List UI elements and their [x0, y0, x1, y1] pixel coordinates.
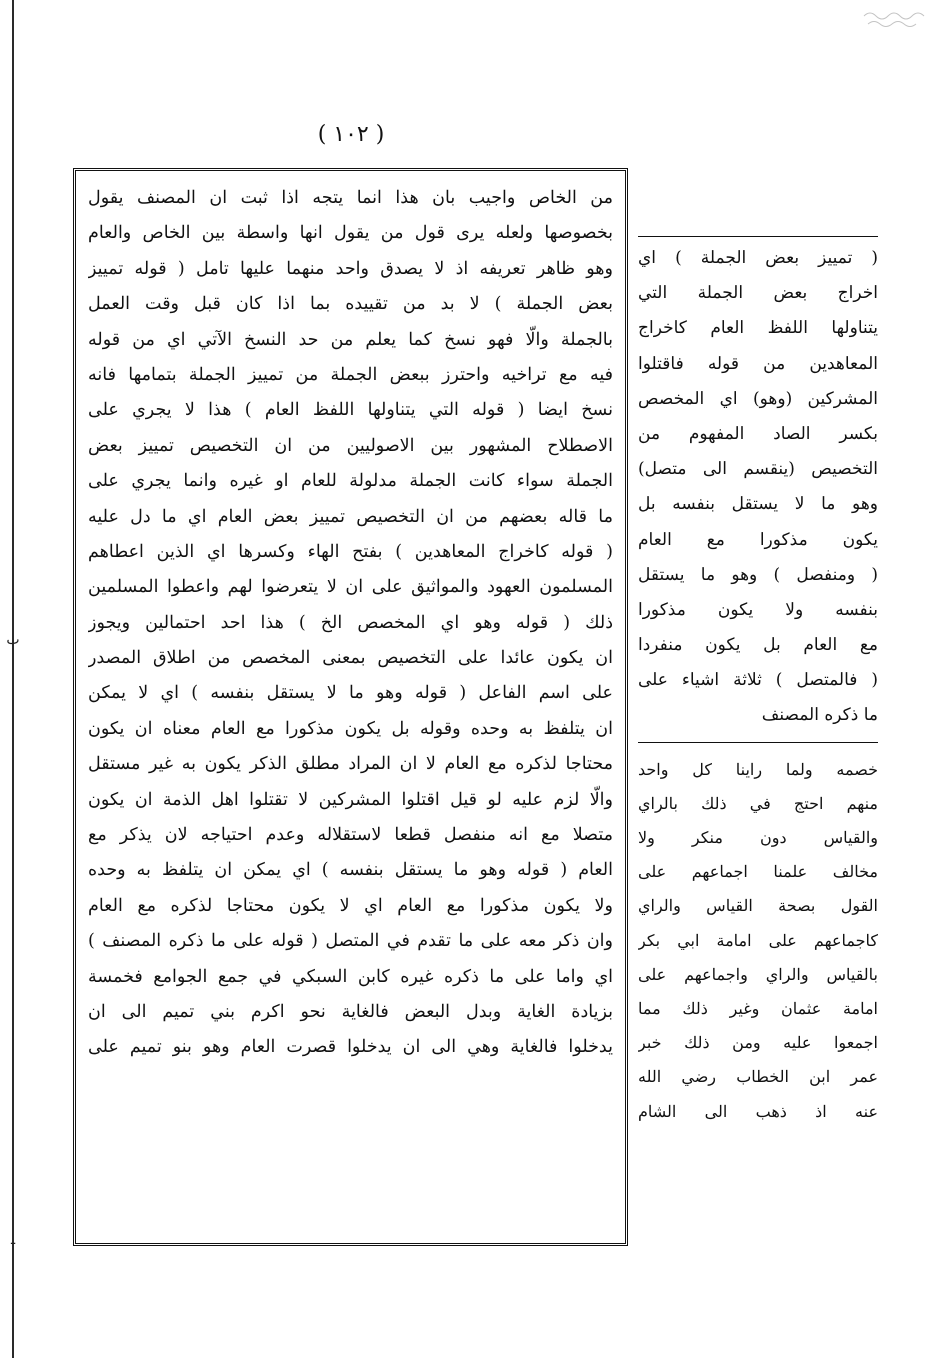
- side-lower-text: [638, 753, 878, 1129]
- text-line: فيه مع تراخيه واحترز ببعض الجملة من تمييز الجملة بتمامها فانه: [88, 364, 613, 385]
- text-line: بزيادة الغاية وبدل البعض فالغاية نحو اكرم بني تميم الى ان: [88, 1001, 613, 1022]
- text-line: عنه اذ ذهب الى الشام: [638, 1101, 878, 1121]
- text-line: وهو ظاهر تعريفه اذ لا يصدق واحد منهما عليها تامل ( قوله تمييز: [88, 258, 613, 279]
- text-line: ( ومنفصل ) وهو ما يستقل: [638, 564, 878, 585]
- text-line: اخراج بعض الجملة التي: [638, 283, 878, 304]
- side-matn-text: [638, 241, 878, 734]
- main-commentary-text: [88, 181, 613, 1066]
- library-stamp-icon: [860, 6, 930, 32]
- text-line: المسلمون العهود والمواثيق على ان لا يتعرضوا لهم واعطوا المسلمين: [88, 577, 613, 598]
- text-line: محتاجا لذكره مع العام لا ان المراد مطلق الذكر يكون به غير مستقل: [88, 754, 613, 775]
- text-line: العام ( قوله وهو ما يستقل بنفسه ) اي يمكن ان يتلفظ به وحده: [88, 860, 613, 881]
- page-number: ( ١٠٢ ): [317, 122, 385, 147]
- text-line: بخصوصها ولعله يرى قول من يقول انها واسطة بين الخاص والعام: [88, 223, 613, 244]
- text-line: ( تمييز بعض الجملة ) اي: [638, 248, 878, 268]
- text-line: وهو ما لا يستقل بنفسه بل: [638, 494, 878, 515]
- side-separator: [638, 742, 878, 743]
- text-line: بنفسه ولا يكون مذكورا: [638, 599, 878, 620]
- text-line: ولا يكون مذكورا مع العام اي لا يكون محتاجا لذكره مع العام: [88, 895, 613, 916]
- text-line: كاجماعهم على امامة ابي بكر: [638, 930, 878, 950]
- text-line: المعاهدين من قوله فاقتلوا: [638, 353, 878, 374]
- margin-mark-icon: ٮ: [6, 632, 20, 648]
- margin-mark-icon: ـ: [10, 1232, 16, 1248]
- text-line: المشركين (وهو) اي المخصص: [638, 388, 878, 409]
- text-line: متصلا مع انه منفصل قطعا لاستقلاله وعدم احتياجه لان يذكر مع: [88, 825, 613, 846]
- text-line: يكون مذكورا مع العام: [638, 529, 878, 550]
- text-line: بكسر الصاد المفهوم من: [638, 423, 878, 444]
- text-line: خصمه ولما راينا كل واحد: [638, 759, 878, 779]
- main-commentary-frame: [73, 168, 628, 1246]
- text-line: ان يكون عائدا على التخصيص بمعنى المخصص من اطلاق المصدر: [88, 648, 613, 669]
- side-column: [638, 236, 878, 1129]
- text-line: مع العام بل يكون منفردا: [638, 635, 878, 656]
- text-line: مخالف علمنا اجماعهم على: [638, 862, 878, 882]
- text-line: الجملة سواء كانت الجملة مدلولة للعام او غيره وانما يجري على: [88, 471, 613, 492]
- text-line: ( قوله كاخراج المعاهدين ) بفتح الهاء وكسرها اي الذين اعطاهم: [88, 541, 613, 562]
- text-line: والقياس دون منكر ولا: [638, 828, 878, 847]
- text-line: ما قاله بعضهم من ان التخصيص تمييز بعض العام اي ما دل عليه: [88, 506, 613, 527]
- text-line: ان يتلفظ به وحده وقوله بل يكون مذكورا مع العام معناه ان يكون: [88, 718, 613, 739]
- text-line: امامة عثمان وغير ذلك مما: [638, 998, 878, 1018]
- text-line: وان ذكر معه على ما تقدم في المتصل ( قوله على ما ذكره المصنف ): [88, 931, 613, 952]
- text-line: يدخلوا فالغاية وهي الى ان يدخلوا قصرت العام وهو بنو تميم على: [88, 1037, 613, 1058]
- text-line: عمر ابن الخطاب رضي الله: [638, 1067, 878, 1087]
- text-line: الاصطلاح المشهور بين الاصوليين من ان التخصيص تمييز بعض: [88, 435, 613, 456]
- text-line: اجمعوا عليه ومن ذلك خبر: [638, 1033, 878, 1053]
- text-line: القول بصحة القياس والراي: [638, 896, 878, 916]
- text-line: اي واما على ما ذكره غيره كابن السبكي في جمع الجوامع فخمسة: [88, 966, 613, 987]
- text-line: ما ذكره المصنف: [761, 705, 878, 726]
- text-line: والّا لزم عليه لو قيل اقتلوا المشركين لا تقتلوا اهل الذمة ان يكون: [88, 789, 613, 810]
- text-line: التخصيص (ينقسم الى متصل): [638, 459, 878, 480]
- text-line: نسخ ايضا ( قوله التي يتناولها اللفظ العام ) هذا لا يجري على: [88, 400, 613, 421]
- text-line: بالجملة والّا فهو نسخ كما يعلم من حد النسخ الآتي اي من قوله: [88, 329, 613, 350]
- text-line: ذلك ( قوله وهو اي المخصص الخ ) هذا احد احتمالين ويجوز: [88, 612, 613, 633]
- text-line: منهم احتج في ذلك بالراي: [638, 793, 878, 813]
- text-line: على اسم الفاعل ( قوله وهو ما لا يستقل بنفسه ) اي لا يمكن: [88, 683, 613, 704]
- text-line: ( فالمتصل ) ثلاثة اشياء على: [638, 670, 878, 691]
- text-line: يتناولها اللفظ العام كاخراج: [638, 318, 878, 339]
- text-line: بالقياس والراي واجماعهم على: [638, 964, 878, 984]
- side-top-rule: [638, 236, 878, 237]
- text-line: من الخاص واجيب بان هذا انما يتجه اذا ثبت ان المصنف يقول: [88, 188, 613, 208]
- text-line: بعض الجملة ) لا بد من تقييده بما اذا كان قبل وقت العمل: [88, 294, 613, 315]
- left-margin-rule: [12, 0, 14, 1358]
